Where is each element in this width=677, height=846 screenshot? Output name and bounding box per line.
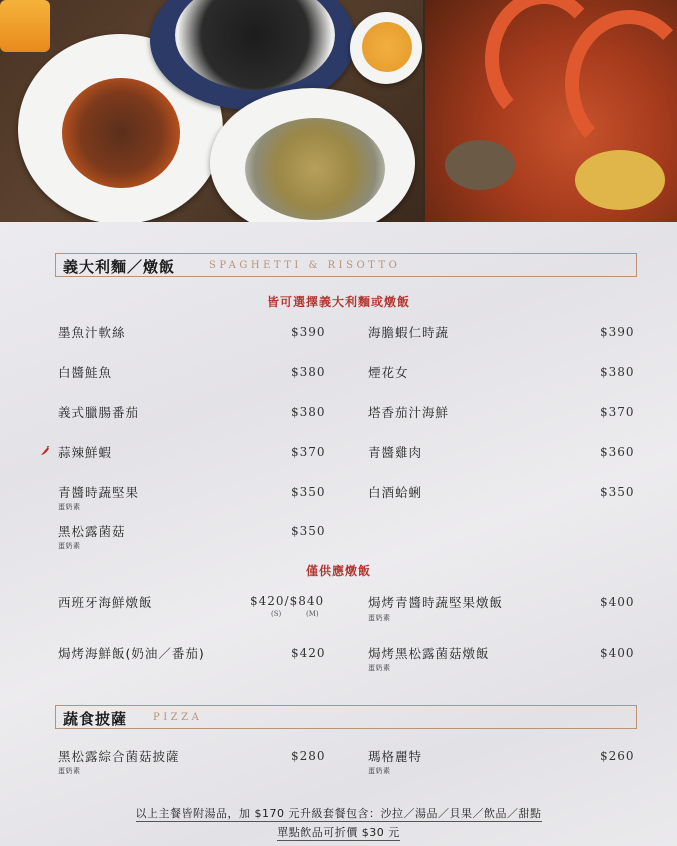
- menu-item-price: $360: [600, 445, 635, 459]
- vegetarian-note: 蛋奶素: [368, 767, 391, 775]
- menu-item-price: $400: [600, 595, 635, 609]
- menu-item-name: 海膽蝦仁時蔬: [368, 325, 450, 340]
- menu-item-name: 瑪格麗特: [368, 749, 423, 764]
- menu-item-name: 焗烤青醬時蔬堅果燉飯: [368, 595, 504, 610]
- menu-item-price: $370: [291, 445, 326, 459]
- vegetarian-note: 蛋奶素: [58, 542, 81, 550]
- menu-item-name: 焗烤海鮮飯(奶油／番茄): [58, 646, 205, 661]
- section-title-en: SPAGHETTI & RISOTTO: [209, 260, 401, 271]
- vegetarian-note: 蛋奶素: [58, 503, 81, 511]
- size-small-label: (S): [271, 610, 282, 618]
- menu-item-price: $390: [291, 325, 326, 339]
- menu-item-name: 青醬時蔬堅果: [58, 485, 140, 500]
- menu-item-price: $280: [291, 749, 326, 763]
- menu-item-name: 黑松露綜合菌菇披薩: [58, 749, 180, 764]
- menu-item-name: 義式臘腸番茄: [58, 405, 140, 420]
- size-medium-label: (M): [306, 610, 319, 618]
- vegetarian-note: 蛋奶素: [58, 767, 81, 775]
- pasta-dishes-photo: [0, 0, 423, 222]
- section-header-pasta-risotto: [55, 253, 637, 277]
- menu-item-name: 煙花女: [368, 365, 409, 380]
- chili-pepper-icon: [40, 446, 50, 456]
- menu-item-price: $380: [600, 365, 635, 379]
- menu-item-price: $350: [600, 485, 635, 499]
- menu-item-name: 青醬雞肉: [368, 445, 423, 460]
- vegetarian-note: 蛋奶素: [368, 664, 391, 672]
- orange-juice-glass: [0, 0, 50, 52]
- pasta-or-risotto-subhead: 皆可選擇義大利麵或燉飯: [266, 295, 410, 309]
- menu-item-name: 白醬鮭魚: [58, 365, 113, 380]
- menu-item-name: 墨魚汁軟絲: [58, 325, 126, 340]
- vegetarian-note: 蛋奶素: [368, 614, 391, 622]
- set-meal-note: [0, 805, 677, 821]
- menu-item-price: $420/$840: [250, 594, 325, 608]
- menu-item-name: 焗烤黑松露菌菇燉飯: [368, 646, 490, 661]
- menu-item-price: $420: [291, 646, 326, 660]
- section-title-zh: 義大利麵／燉飯: [63, 258, 176, 276]
- menu-item-price: $390: [600, 325, 635, 339]
- menu-item-name: 塔香茄汁海鮮: [368, 405, 450, 420]
- set-meal-note-text: 以上主餐皆附湯品，加 $170 元升級套餐包含：沙拉／湯品／貝果／飲品／甜點: [135, 807, 542, 820]
- menu-item-price: $380: [291, 365, 326, 379]
- menu-item-name: 蒜辣鮮蝦: [58, 445, 113, 460]
- menu-item-name: 西班牙海鮮燉飯: [58, 595, 153, 610]
- section-title-zh: 蔬食披薩: [63, 710, 128, 728]
- menu-item-price: $400: [600, 646, 635, 660]
- menu-item-price: $350: [291, 485, 326, 499]
- food-photo-banner: [0, 0, 677, 222]
- menu-item-name: 白酒蛤蜊: [368, 485, 423, 500]
- menu-item-price: $380: [291, 405, 326, 419]
- menu-item-price: $370: [600, 405, 635, 419]
- risotto-only-subhead: 僅供應燉飯: [305, 564, 371, 578]
- menu-item-name: 黑松露菌菇: [58, 524, 126, 539]
- section-title-en: PIZZA: [153, 712, 203, 723]
- drink-discount-note-text: 單點飲品可折價 $30 元: [277, 826, 400, 839]
- section-header-pizza: [55, 705, 637, 729]
- menu-item-price: $260: [600, 749, 635, 763]
- seafood-paella-photo: [425, 0, 677, 222]
- drink-discount-note: [0, 824, 677, 840]
- menu-item-price: $350: [291, 524, 326, 538]
